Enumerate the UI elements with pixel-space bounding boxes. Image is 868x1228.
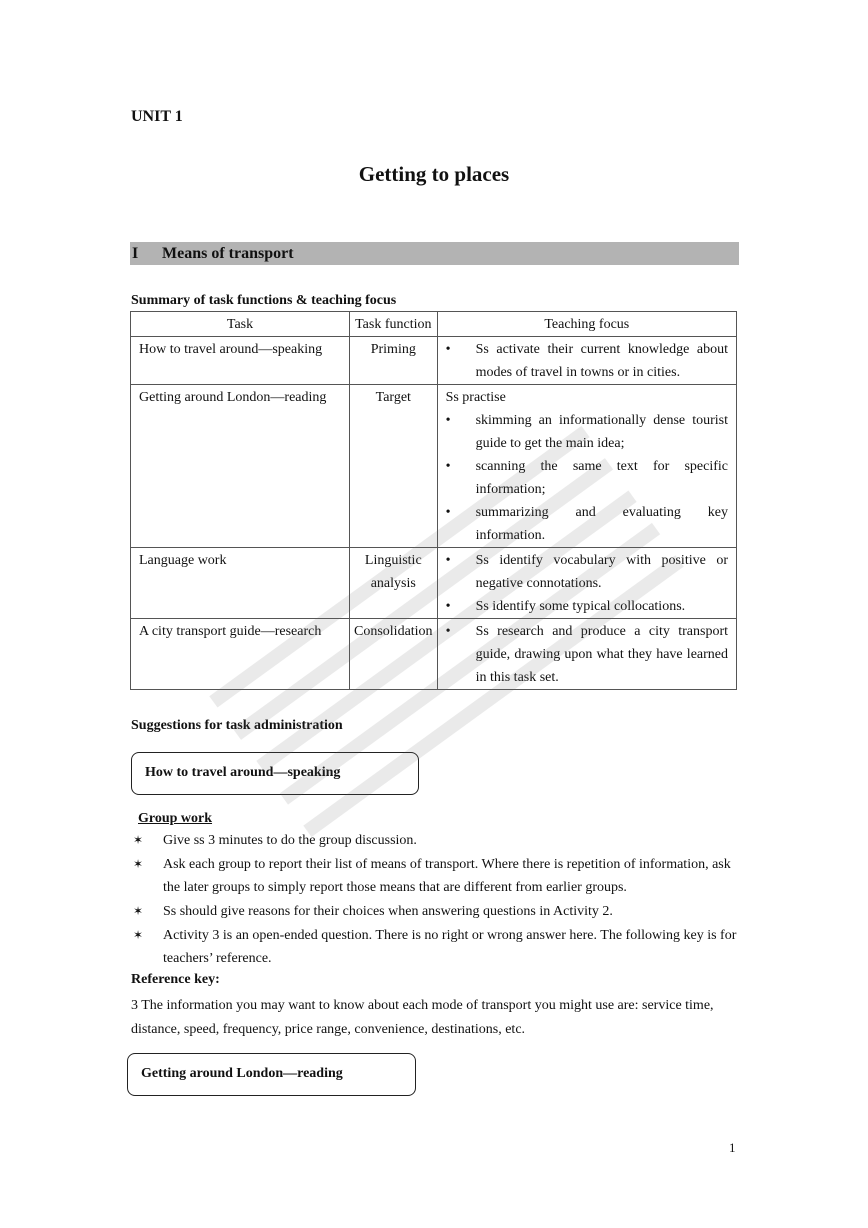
- focus-item: • Ss activate their current knowledge about modes of travel in towns or in cities.: [446, 338, 728, 384]
- table-row: [131, 548, 737, 619]
- focus-list: [446, 338, 728, 384]
- page-title: Getting to places: [358, 162, 510, 186]
- teaching-focus-cell: [437, 548, 736, 619]
- task-function-cell: Priming: [350, 337, 438, 385]
- group-work-item: [131, 829, 739, 852]
- star-bullet-icon: ✶: [133, 857, 144, 871]
- unit-label: UNIT 1: [131, 108, 183, 125]
- focus-item: • scanning the same text for specific information;: [446, 455, 728, 501]
- focus-item: • Ss identify vocabulary with positive or negative connotations.: [446, 549, 728, 595]
- group-work-item-text: Ask each group to report their list of means of transport. Where there is repetition of information, ask the later groups to simply report those means that are different from earlier groups.: [163, 857, 731, 895]
- group-work-item-text: Activity 3 is an open-ended question. There is no right or wrong answer here. The following key is for teachers’ reference.: [163, 928, 737, 966]
- task-name-cell: How to travel around—speaking: [131, 337, 350, 385]
- focus-item: • summarizing and evaluating key information.: [446, 501, 728, 547]
- focus-item: • Ss research and produce a city transport guide, drawing upon what they have learned in this task set.: [446, 620, 728, 689]
- table-row: [131, 385, 737, 548]
- task-function-cell: Linguistic analysis: [350, 548, 438, 619]
- teaching-focus-cell: [437, 619, 736, 690]
- focus-item: • skimming an informationally dense tourist guide to get the main idea;: [446, 409, 728, 455]
- group-work-item: [131, 924, 739, 970]
- task-function-cell: Target: [350, 385, 438, 548]
- focus-list: [446, 620, 728, 689]
- page-number: 1: [729, 1140, 736, 1155]
- star-bullet-icon: ✶: [133, 833, 144, 847]
- task-summary-table: [130, 311, 737, 690]
- table-row: [131, 337, 737, 385]
- group-work-item-text: Ss should give reasons for their choices when answering questions in Activity 2.: [163, 904, 613, 919]
- group-work-list: [131, 829, 739, 971]
- teaching-focus-cell: [437, 337, 736, 385]
- focus-list: [446, 409, 728, 547]
- table-header-function: Task function: [350, 312, 438, 337]
- table-header-row: [131, 312, 737, 337]
- reference-key-text: 3 The information you may want to know about each mode of transport you might use are: service time, distance, speed, frequency, price range, convenience, destinations, etc.: [131, 998, 714, 1037]
- task-box-speaking: How to travel around—speaking: [131, 752, 419, 795]
- teaching-focus-cell: [437, 385, 736, 548]
- task-function-cell: Consolidation: [350, 619, 438, 690]
- section-number: I: [132, 245, 139, 262]
- section-heading: [130, 242, 739, 265]
- focus-item: • Ss identify some typical collocations.: [446, 595, 728, 618]
- summary-title: Summary of task functions & teaching focus: [131, 293, 397, 308]
- group-work-item: [131, 853, 739, 899]
- star-bullet-icon: ✶: [133, 928, 144, 942]
- focus-intro: Ss practise: [445, 390, 506, 405]
- reference-key-heading: Reference key:: [131, 972, 220, 987]
- task-name-cell: Getting around London—reading: [131, 385, 350, 548]
- table-header-focus: Teaching focus: [437, 312, 736, 337]
- task-box-reading: Getting around London—reading: [127, 1053, 416, 1096]
- focus-list: [446, 549, 728, 618]
- group-work-item-text: Give ss 3 minutes to do the group discussion.: [163, 833, 417, 848]
- star-bullet-icon: ✶: [133, 904, 144, 918]
- group-work-heading: Group work: [138, 811, 213, 826]
- table-row: [131, 619, 737, 690]
- task-name-cell: Language work: [131, 548, 350, 619]
- task-name-cell: A city transport guide—research: [131, 619, 350, 690]
- table-header-task: Task: [131, 312, 350, 337]
- section-title: Means of transport: [162, 245, 294, 262]
- group-work-item: [131, 900, 739, 923]
- suggestions-title: Suggestions for task administration: [131, 718, 343, 733]
